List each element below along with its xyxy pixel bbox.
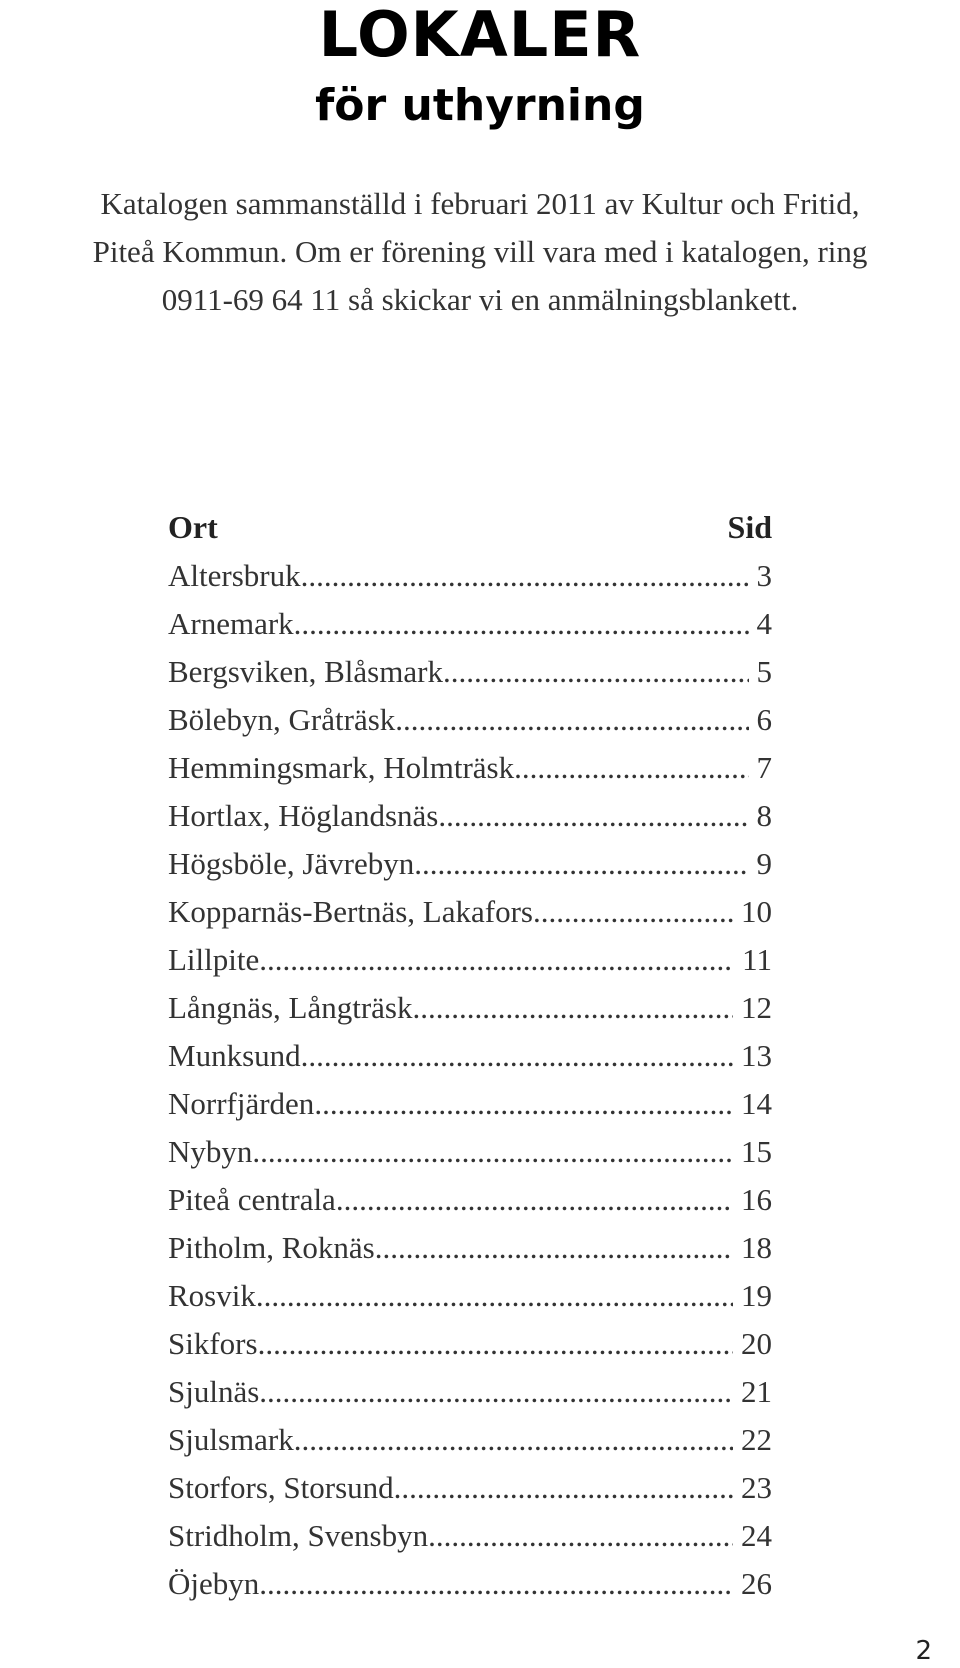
toc-leader [533,888,733,936]
intro-line: Katalogen sammanställd i februari 2011 av Kultur och Fritid, [100,186,860,221]
toc-place: Långnäs, Långträsk [168,990,413,1025]
toc-place: Bölebyn, Gråträsk [168,702,396,737]
toc-entry [168,1176,772,1224]
toc-entry [168,696,772,744]
toc-page: 20 [741,1326,772,1361]
toc-page: 15 [741,1134,772,1169]
toc-page: 26 [741,1566,772,1601]
toc-place: Sjulnäs [168,1374,260,1409]
toc-leader [301,552,749,600]
toc-page: 23 [741,1470,772,1505]
intro-text [0,180,960,324]
page-title: LOKALER [318,0,642,71]
toc-place: Sikfors [168,1326,258,1361]
toc-page: 5 [756,654,772,689]
toc-page: 3 [756,558,772,593]
toc-entry [168,1032,772,1080]
toc-leader [438,792,748,840]
toc-entry [168,1320,772,1368]
toc-page: 16 [741,1182,772,1217]
toc-leader [258,1320,733,1368]
toc-entry [168,888,772,936]
toc-entry [168,984,772,1032]
toc-page: 11 [742,942,772,977]
toc-page: 22 [741,1422,772,1457]
toc-place: Piteå centrala [168,1182,336,1217]
toc-leader [294,1416,733,1464]
toc-entry [168,840,772,888]
intro-line: 0911-69 64 11 så skickar vi en anmälningsblankett. [161,282,799,317]
toc-entry [168,1416,772,1464]
page-number: 2 [915,1636,932,1666]
toc-place: Norrfjärden [168,1086,315,1121]
toc-entry [168,648,772,696]
toc-place: Stridholm, Svensbyn [168,1518,429,1553]
toc-leader [412,984,733,1032]
toc-place: Kopparnäs-Bertnäs, Lakafors [168,894,533,929]
intro-line: Piteå Kommun. Om er förening vill vara med i katalogen, ring [92,234,868,269]
toc-place: Storfors, Storsund [168,1470,394,1505]
toc-place: Arnemark [168,606,294,641]
toc-leader [336,1176,733,1224]
toc-page: 7 [756,750,772,785]
toc-entry [168,1464,772,1512]
toc-page: 10 [741,894,772,929]
toc-leader [301,1032,733,1080]
toc-leader [259,1560,733,1608]
toc-page: 12 [741,990,772,1025]
table-of-contents [168,504,772,1608]
toc-page: 19 [741,1278,772,1313]
toc-leader [294,600,749,648]
toc-leader [256,1272,733,1320]
toc-page: 8 [756,798,772,833]
toc-leader [394,1464,733,1512]
toc-entry [168,1272,772,1320]
toc-entry [168,1368,772,1416]
toc-place: Sjulsmark [168,1422,294,1457]
toc-page: 13 [741,1038,772,1073]
toc-page: 9 [756,846,772,881]
toc-place: Bergsviken, Blåsmark [168,654,443,689]
toc-entry [168,744,772,792]
toc-page: 24 [741,1518,772,1553]
toc-entry [168,792,772,840]
toc-place: Högsböle, Jävrebyn [168,846,415,881]
toc-page: 4 [756,606,772,641]
toc-leader [428,1512,733,1560]
toc-leader [395,696,748,744]
toc-leader [375,1224,733,1272]
toc-place: Munksund [168,1038,301,1073]
toc-place: Lillpite [168,942,260,977]
toc-entry [168,1128,772,1176]
toc-header-page: Sid [727,509,772,545]
toc-leader [314,1080,733,1128]
toc-page: 21 [741,1374,772,1409]
toc-leader [514,744,748,792]
toc-page: 6 [756,702,772,737]
toc-page: 18 [741,1230,772,1265]
toc-entry [168,1224,772,1272]
toc-entry [168,1080,772,1128]
toc-place: Hortlax, Höglandsnäs [168,798,439,833]
toc-place: Altersbruk [168,558,301,593]
page-subtitle: för uthyrning [315,80,645,131]
toc-header [168,504,772,550]
toc-header-place: Ort [168,509,218,545]
toc-page: 14 [741,1086,772,1121]
toc-leader [443,648,749,696]
toc-leader [252,1128,733,1176]
toc-leader [259,1368,733,1416]
toc-place: Hemmingsmark, Holmträsk [168,750,515,785]
toc-place: Öjebyn [168,1566,260,1601]
toc-leader [414,840,748,888]
toc-place: Pitholm, Roknäs [168,1230,375,1265]
toc-entry [168,936,772,984]
toc-leader [259,936,734,984]
toc-entry [168,552,772,600]
toc-entry [168,1512,772,1560]
toc-place: Nybyn [168,1134,253,1169]
toc-place: Rosvik [168,1278,256,1313]
toc-entry [168,600,772,648]
toc-entry [168,1560,772,1608]
